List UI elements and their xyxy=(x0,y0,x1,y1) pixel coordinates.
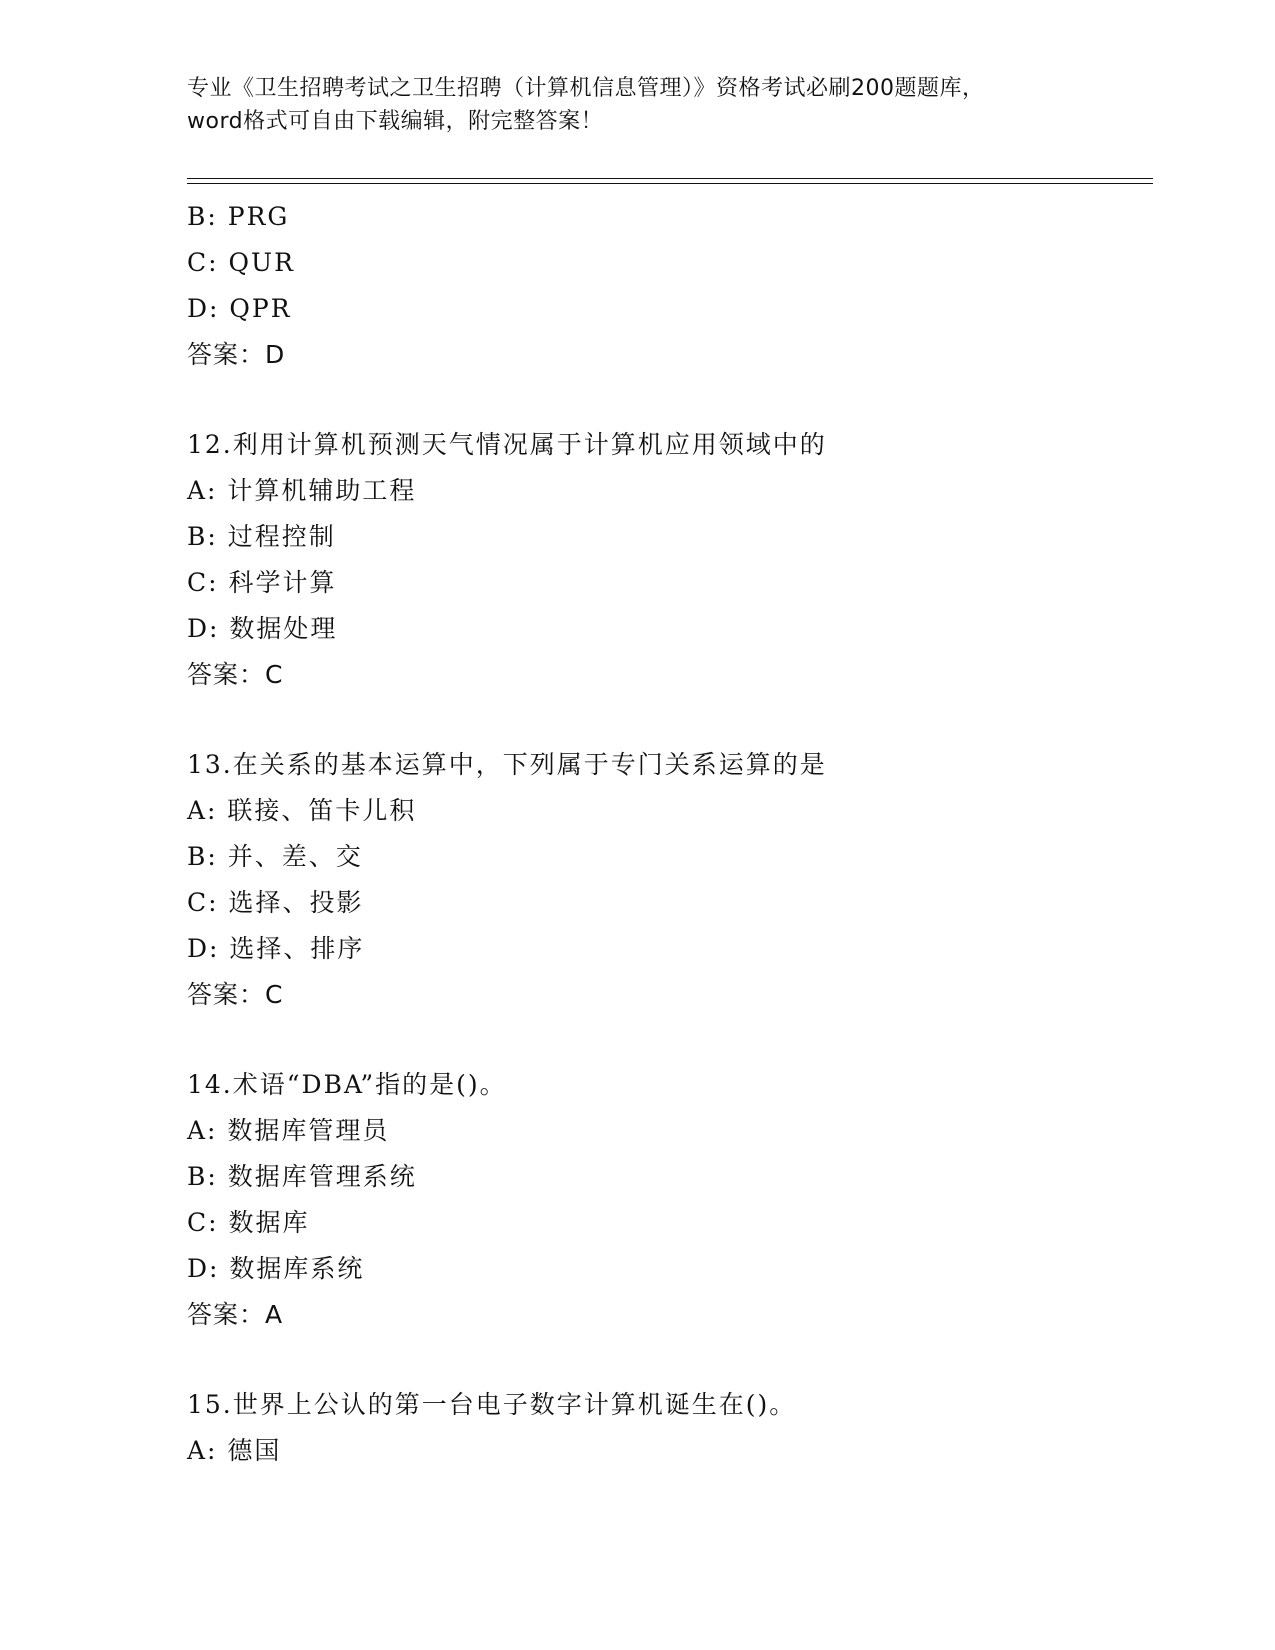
question-12 xyxy=(187,422,1147,698)
option-b: B: PRG xyxy=(187,202,290,231)
option-c: C: 数据库 xyxy=(187,1208,310,1237)
question-stem: 13.在关系的基本运算中，下列属于专门关系运算的是 xyxy=(187,750,827,779)
option-a: A: 联接、笛卡儿积 xyxy=(187,796,417,825)
question-content xyxy=(187,194,1147,1474)
document-header xyxy=(187,72,1087,138)
question-14 xyxy=(187,1062,1147,1338)
question-15 xyxy=(187,1382,1147,1474)
answer: 答案：C xyxy=(187,660,284,689)
header-line-2: word格式可自由下载编辑，附完整答案！ xyxy=(187,109,604,134)
option-b: B: 数据库管理系统 xyxy=(187,1162,417,1191)
option-d: D: 数据处理 xyxy=(187,614,338,643)
header-line-1: 专业《卫生招聘考试之卫生招聘（计算机信息管理）》资格考试必刷200题题库， xyxy=(187,76,985,101)
header-divider-top xyxy=(187,178,1153,179)
option-d: D: 选择、排序 xyxy=(187,934,365,963)
question-13 xyxy=(187,742,1147,1018)
option-c: C: 选择、投影 xyxy=(187,888,364,917)
answer: 答案：D xyxy=(187,340,286,369)
option-a: A: 计算机辅助工程 xyxy=(187,476,417,505)
spacer xyxy=(187,1338,1147,1382)
option-a: A: 德国 xyxy=(187,1436,282,1465)
option-d: D: QPR xyxy=(187,294,292,323)
option-b: B: 过程控制 xyxy=(187,522,336,551)
option-c: C: 科学计算 xyxy=(187,568,337,597)
option-d: D: 数据库系统 xyxy=(187,1254,365,1283)
option-b: B: 并、差、交 xyxy=(187,842,363,871)
spacer xyxy=(187,378,1147,422)
spacer xyxy=(187,1018,1147,1062)
question-11-partial xyxy=(187,194,1147,378)
spacer xyxy=(187,698,1147,742)
question-stem: 12.利用计算机预测天气情况属于计算机应用领域中的 xyxy=(187,430,827,459)
question-stem: 15.世界上公认的第一台电子数字计算机诞生在()。 xyxy=(187,1390,797,1419)
option-c: C: QUR xyxy=(187,248,295,277)
header-divider-bottom xyxy=(187,183,1153,184)
option-a: A: 数据库管理员 xyxy=(187,1116,390,1145)
question-stem: 14.术语“DBA”指的是()。 xyxy=(187,1070,507,1099)
answer: 答案：C xyxy=(187,980,284,1009)
answer: 答案：A xyxy=(187,1300,284,1329)
